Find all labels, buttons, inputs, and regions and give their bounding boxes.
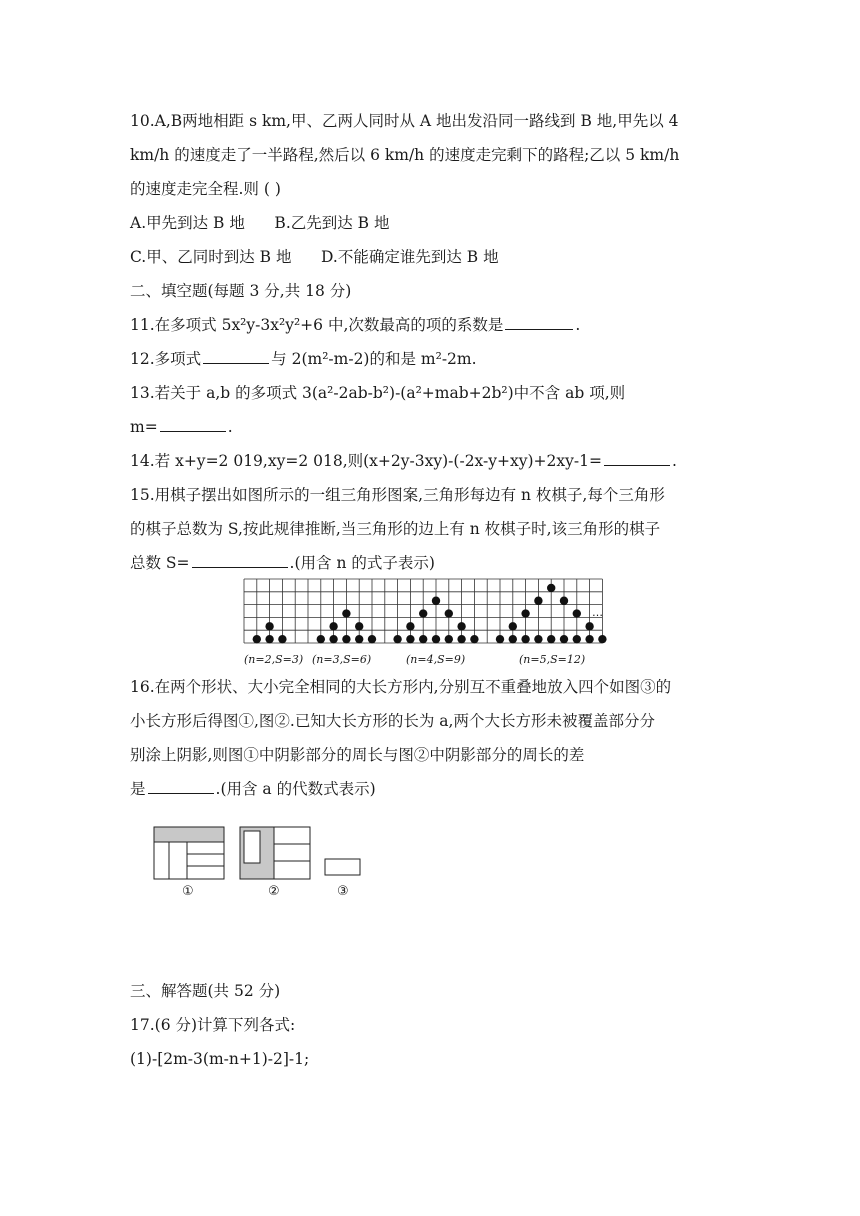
q16-line-4 (130, 778, 376, 800)
chess-piece (585, 635, 593, 643)
q10-line-1: 10.A,B两地相距 s km,甲、乙两人同时从 A 地出发沿同一路线到 B 地,甲先以 4 (130, 112, 679, 130)
figure-ellipsis: … (592, 606, 603, 619)
q15-chess-figure (240, 577, 616, 669)
chess-piece (547, 635, 555, 643)
chess-piece (534, 597, 542, 605)
chess-piece (253, 635, 261, 643)
figure-1-rectangle (154, 827, 224, 879)
caption-n4: (n=4,S=9) (406, 653, 466, 666)
caption-n3: (n=3,S=6) (312, 653, 372, 666)
q13-m-label: m= (130, 418, 158, 436)
q12 (130, 348, 477, 370)
section-2-title: 二、填空题(每题 3 分,共 18 分) (130, 282, 352, 300)
q15-line-2: 的棋子总数为 S,按此规律推断,当三角形的边上有 n 枚棋子时,该三角形的棋子 (130, 520, 661, 538)
q10-line-2: km/h 的速度走了一半路程,然后以 6 km/h 的速度走完剩下的路程;乙以 5 km/h (130, 146, 680, 164)
chess-piece (509, 635, 517, 643)
q13-line-1: 13.若关于 a,b 的多项式 3(a²-2ab-b²)-(a²+mab+2b²)中不含 ab 项,则 (130, 384, 626, 402)
chess-piece (560, 597, 568, 605)
chess-piece (329, 635, 337, 643)
chess-piece (534, 635, 542, 643)
caption-n2: (n=2,S=3) (244, 653, 304, 666)
q10-options-row-2: C.甲、乙同时到达 B 地 D.不能确定谁先到达 B 地 (130, 248, 499, 266)
q17-part-1: (1)-[2m-3(m-n+1)-2]-1; (130, 1050, 310, 1068)
q15-s-label: 总数 S= (130, 554, 190, 572)
chess-piece (445, 609, 453, 617)
chess-piece (547, 584, 555, 592)
chess-piece (355, 622, 363, 630)
q16-rectangle-figure (150, 824, 370, 900)
label-fig-2: ② (268, 884, 280, 899)
label-fig-3: ③ (337, 884, 349, 899)
chess-piece (585, 622, 593, 630)
q14-answer-blank[interactable] (604, 450, 670, 466)
chess-piece (278, 635, 286, 643)
q14-period: . (672, 452, 677, 470)
chess-piece (521, 635, 529, 643)
q11-text: 11.在多项式 5x²y-3x²y²+6 中,次数最高的项的系数是 (130, 316, 504, 334)
chess-pieces (253, 584, 607, 644)
chess-piece (573, 635, 581, 643)
q10-line-3: 的速度走完全程.则 ( ) (130, 180, 281, 198)
q11 (130, 314, 580, 336)
figure-3-small-rectangle (325, 859, 360, 875)
chess-piece (406, 622, 414, 630)
chess-piece (393, 635, 401, 643)
chess-piece (265, 622, 273, 630)
q15-hint: .(用含 n 的式子表示) (289, 554, 435, 572)
section-3-title: 三、解答题(共 52 分) (130, 982, 281, 1000)
chess-piece (445, 635, 453, 643)
q13-line-2 (130, 416, 233, 438)
chess-piece (355, 635, 363, 643)
chess-piece (457, 622, 465, 630)
q17-title: 17.(6 分)计算下列各式: (130, 1016, 296, 1034)
chess-piece (560, 635, 568, 643)
q16-answer-blank[interactable] (148, 778, 214, 794)
figure-2-rectangle (240, 827, 310, 879)
chess-piece (598, 635, 606, 643)
chess-piece (432, 635, 440, 643)
chess-piece (265, 635, 273, 643)
q13-answer-blank[interactable] (160, 416, 226, 432)
q14 (130, 450, 677, 472)
q15-answer-blank[interactable] (192, 552, 288, 568)
chess-piece (342, 609, 350, 617)
q11-period: . (575, 316, 581, 334)
q12-text-post: 与 2(m²-m-2)的和是 m²-2m. (271, 350, 477, 368)
chess-piece (432, 597, 440, 605)
chess-piece (496, 635, 504, 643)
q15-line-1: 15.用棋子摆出如图所示的一组三角形图案,三角形每边有 n 枚棋子,每个三角形 (130, 486, 665, 504)
q16-hint: .(用含 a 的代数式表示) (215, 780, 376, 798)
chess-piece (521, 609, 529, 617)
chess-piece (419, 609, 427, 617)
q16-line-1: 16.在两个形状、大小完全相同的大长方形内,分别互不重叠地放入四个如图③的 (130, 678, 672, 696)
chess-piece (573, 609, 581, 617)
caption-n5: (n=5,S=12) (519, 653, 586, 666)
label-fig-1: ① (182, 884, 194, 899)
q16-shi: 是 (130, 780, 146, 798)
figure-1-shaded-region (154, 827, 224, 842)
q16-line-2: 小长方形后得图①,图②.已知大长方形的长为 a,两个大长方形未被覆盖部分分 (130, 712, 655, 730)
chess-piece (509, 622, 517, 630)
chess-piece (419, 635, 427, 643)
q13-period: . (227, 418, 233, 436)
chess-piece (342, 635, 350, 643)
q10-options-row-1: A.甲先到达 B 地 B.乙先到达 B 地 (130, 214, 390, 232)
chess-piece (317, 635, 325, 643)
chess-piece (368, 635, 376, 643)
q16-line-3: 别涂上阴影,则图①中阴影部分的周长与图②中阴影部分的周长的差 (130, 746, 585, 764)
q12-text-pre: 12.多项式 (130, 350, 202, 368)
q12-answer-blank[interactable] (203, 348, 269, 364)
chess-piece (457, 635, 465, 643)
q14-text: 14.若 x+y=2 019,xy=2 018,则(x+2y-3xy)-(-2x-y+xy)+2xy-1= (130, 452, 602, 470)
q11-answer-blank[interactable] (505, 314, 573, 330)
chess-piece (470, 635, 478, 643)
q15-line-3 (130, 552, 435, 574)
chess-piece (329, 622, 337, 630)
chess-piece (406, 635, 414, 643)
